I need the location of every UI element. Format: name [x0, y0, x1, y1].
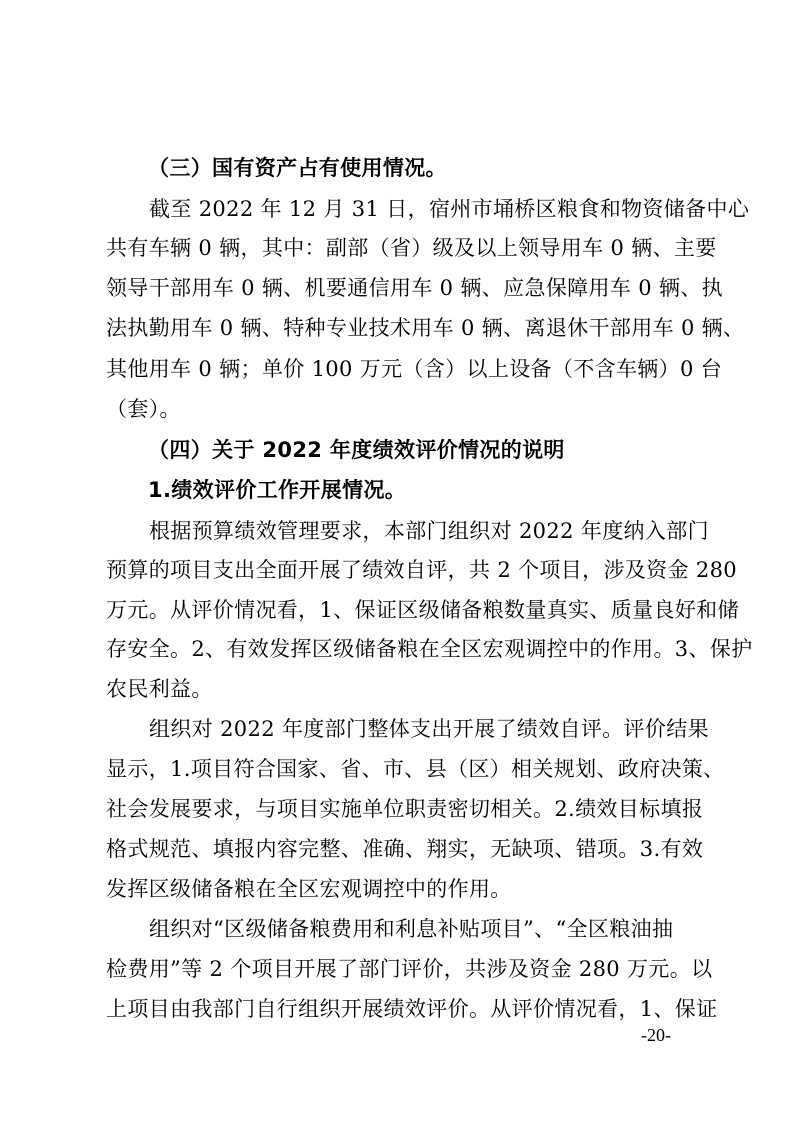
paragraph-line: 格式规范、填报内容完整、准确、翔实，无缺项、错项。3.有效 [106, 837, 704, 861]
paragraph-line: 领导干部用车 0 辆、机要通信用车 0 辆、应急保障用车 0 辆、执 [106, 276, 724, 300]
paragraph-line: 组织对 2022 年度部门整体支出开展了绩效自评。评价结果 [149, 717, 709, 741]
paragraph-line: 存安全。2、有效发挥区级储备粮在全区宏观调控中的作用。3、保护 [106, 637, 753, 661]
paragraph-line: 上项目由我部门自行组织开展绩效评价。从评价情况看，1、保证 [106, 997, 718, 1021]
paragraph-line: 截至 2022 年 12 月 31 日，宿州市埇桥区粮食和物资储备中心 [149, 197, 750, 221]
paragraph-line: 其他用车 0 辆；单价 100 万元（含）以上设备（不含车辆）0 台 [106, 357, 723, 381]
paragraph-line: 农民利益。 [106, 677, 213, 701]
page-number: -20- [641, 1025, 671, 1045]
paragraph-line: 法执勤用车 0 辆、特种专业技术用车 0 辆、离退休干部用车 0 辆、 [106, 316, 745, 340]
paragraph-line: 检费用”等 2 个项目开展了部门评价，共涉及资金 280 万元。以 [106, 957, 713, 981]
paragraph-line: 组织对“区级储备粮费用和利息补贴项目”、“全区粮油抽 [149, 917, 674, 941]
section-four-heading: （四）关于 2022 年度绩效评价情况的说明 [148, 438, 565, 462]
section-three-heading: （三）国有资产占有使用情况。 [148, 156, 447, 180]
paragraph-line: （套）。 [106, 397, 181, 421]
paragraph-line: 显示，1.项目符合国家、省、市、县（区）相关规划、政府决策、 [106, 757, 725, 781]
paragraph-line: 预算的项目支出全面开展了绩效自评，共 2 个项目，涉及资金 280 [106, 558, 738, 582]
section-four-subheading: 1.绩效评价工作开展情况。 [148, 478, 407, 502]
paragraph-line: 万元。从评价情况看，1、保证区级储备粮数量真实、质量良好和储 [106, 598, 739, 622]
paragraph-line: 社会发展要求，与项目实施单位职责密切相关。2.绩效目标填报 [106, 797, 704, 821]
paragraph-line: 共有车辆 0 辆，其中：副部（省）级及以上领导用车 0 辆、主要 [106, 236, 717, 260]
paragraph-line: 根据预算绩效管理要求，本部门组织对 2022 年度纳入部门 [149, 519, 709, 543]
paragraph-line: 发挥区级储备粮在全区宏观调控中的作用。 [106, 877, 512, 901]
